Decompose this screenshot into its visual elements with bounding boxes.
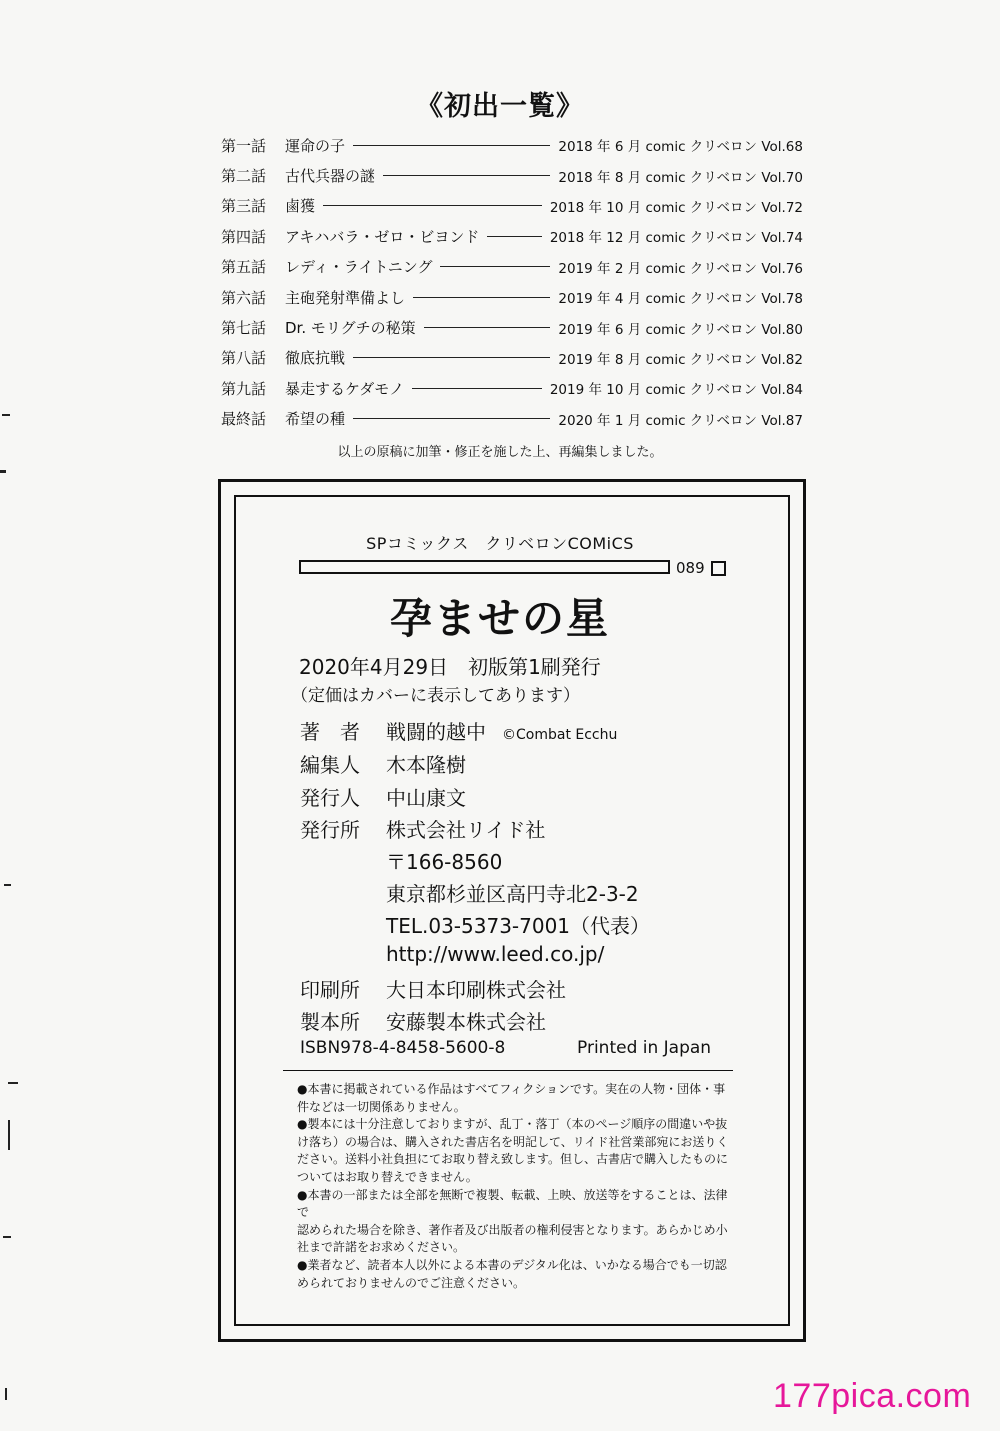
toc-entry [221, 160, 803, 190]
author-name: 戦闘的越中 [386, 720, 486, 744]
toc-entry-number: 第八話 [221, 349, 267, 368]
binder-name: 安藤製本株式会社 [386, 1010, 546, 1034]
credit-role: 編集人 [300, 753, 360, 777]
legal-note-line: ●業者など、読者本人以外による本書のデジタル化は、いかなる場合でも一切認 [297, 1257, 727, 1272]
legal-note-line: 社まで許諾をお求めください。 [297, 1240, 466, 1255]
toc-entry [221, 282, 803, 312]
legal-note-line: められておりませんのでご注意ください。 [297, 1275, 526, 1290]
scan-mark [5, 1388, 7, 1400]
credit-role: 著 者 [300, 720, 360, 744]
toc-entry-source: 2020 年 1 月 comic クリベロン Vol.87 [558, 412, 803, 429]
toc-entry [221, 373, 803, 403]
credit-publisher [300, 782, 466, 811]
credit-role: 発行人 [300, 786, 360, 810]
toc-entry-number: 第六話 [221, 288, 267, 307]
credit-editor [300, 749, 466, 778]
editor-name: 木本隆樹 [386, 753, 466, 777]
toc-leader-line [412, 388, 542, 389]
toc-note: 以上の原稿に加筆・修正を施した上、再編集しました。 [337, 445, 663, 460]
price-note: （定価はカバーに表示してあります） [291, 686, 580, 706]
toc-entry-title: 暴走するケダモノ [285, 379, 405, 398]
toc-entry-source: 2018 年 12 月 comic クリベロン Vol.74 [549, 230, 803, 247]
toc-leader-line [440, 266, 550, 267]
toc-leader-line [383, 175, 550, 176]
credit-role: 発行所 [300, 818, 360, 842]
toc-list [221, 130, 803, 434]
legal-note-line: ださい。送料小社負担にてお取り替え致します。但し、古書店で購入したものに [297, 1152, 729, 1167]
address: 東京都杉並区高円寺北2-3-2 [386, 882, 639, 906]
toc-leader-line [353, 145, 550, 146]
publication-date: 2020年4月29日 初版第1刷発行 [299, 655, 601, 679]
toc-entry-number: 第四話 [221, 227, 267, 246]
credit-office [300, 814, 545, 843]
scan-mark [2, 414, 10, 416]
credit-role: 印刷所 [300, 978, 360, 1002]
series-label: SPコミックス クリベロンCOMiCS [366, 534, 634, 553]
credit-role: 製本所 [300, 1010, 360, 1034]
toc-entry [221, 312, 803, 342]
legal-note-line: 認められた場合を除き、著作者及び出版者の権利侵害となります。あらかじめ小 [297, 1222, 728, 1237]
toc-entry-source: 2018 年 8 月 comic クリベロン Vol.70 [558, 169, 803, 186]
toc-entry-number: 第三話 [221, 197, 267, 216]
telephone: TEL.03-5373-7001（代表） [386, 914, 651, 938]
book-code: 089 [676, 559, 705, 577]
scan-mark [0, 470, 6, 473]
toc-leader-line [353, 418, 550, 419]
toc-leader-line [487, 236, 541, 237]
watermark: 177pica.com [773, 1377, 972, 1415]
legal-note-line: ●製本には十分注意しておりますが、乱丁・落丁（本のページ順序の間違いや抜 [297, 1117, 728, 1132]
toc-entry-title: 鹵獲 [285, 197, 316, 216]
toc-entry [221, 404, 803, 434]
code-bar [299, 560, 670, 574]
printed-in: Printed in Japan [577, 1038, 712, 1058]
isbn: ISBN978-4-8458-5600-8 [300, 1038, 506, 1058]
credit-author [300, 716, 617, 745]
printer-name: 大日本印刷株式会社 [386, 978, 566, 1002]
toc-entry-title: 運命の子 [285, 136, 346, 155]
toc-entry-number: 第五話 [221, 258, 267, 277]
publisher-name: 中山康文 [386, 786, 466, 810]
toc-entry-source: 2018 年 10 月 comic クリベロン Vol.72 [549, 199, 803, 216]
scan-mark [4, 884, 11, 886]
toc-entry-title: 古代兵器の謎 [285, 167, 376, 186]
toc-entry-title: 希望の種 [285, 410, 346, 429]
legal-note [297, 1116, 737, 1186]
legal-note-line: 件などは一切関係ありません。 [297, 1099, 466, 1114]
toc-entry [221, 191, 803, 221]
toc-entry [221, 343, 803, 373]
credit-printer [300, 974, 566, 1003]
toc-entry-title: アキハバラ・ゼロ・ビヨンド [285, 227, 480, 246]
toc-entry-source: 2018 年 6 月 comic クリベロン Vol.68 [558, 139, 803, 156]
toc-entry [221, 221, 803, 251]
toc-entry [221, 130, 803, 160]
toc-leader-line [413, 297, 550, 298]
legal-note-line: ついてはお取り替えできません。 [297, 1169, 478, 1184]
toc-entry-source: 2019 年 2 月 comic クリベロン Vol.76 [558, 260, 803, 277]
toc-entry-source: 2019 年 4 月 comic クリベロン Vol.78 [558, 291, 803, 308]
copyright-notice: ©Combat Ecchu [502, 727, 618, 743]
toc-entry [221, 252, 803, 282]
toc-entry-title: レディ・ライトニング [285, 258, 433, 277]
toc-entry-number: 第九話 [221, 379, 267, 398]
scan-mark [8, 1120, 10, 1150]
toc-entry-title: 徹底抗戦 [285, 349, 346, 368]
toc-entry-number: 第七話 [221, 319, 267, 338]
postal-code: 〒166-8560 [386, 850, 503, 874]
toc-leader-line [353, 357, 550, 358]
divider [283, 1070, 733, 1071]
book-title: 孕ませの星 [389, 594, 610, 643]
legal-note [297, 1187, 737, 1257]
toc-leader-line [424, 327, 551, 328]
toc-entry-number: 第一話 [221, 136, 267, 155]
legal-note [297, 1257, 737, 1292]
toc-entry-source: 2019 年 6 月 comic クリベロン Vol.80 [558, 321, 803, 338]
legal-note [297, 1081, 737, 1116]
website-url: http://www.leed.co.jp/ [386, 942, 605, 966]
toc-entry-number: 最終話 [221, 410, 267, 429]
scan-mark [8, 1082, 18, 1084]
code-check-box [711, 561, 726, 576]
credit-binder [300, 1006, 546, 1035]
office-name: 株式会社リイド社 [386, 818, 546, 842]
toc-leader-line [323, 205, 542, 206]
toc-entry-title: 主砲発射準備よし [285, 288, 406, 307]
scan-mark [3, 1236, 11, 1238]
toc-entry-number: 第二話 [221, 167, 267, 186]
legal-note-line: ●本書の一部または全部を無断で複製、転載、上映、放送等をすることは、法律で [297, 1187, 728, 1220]
legal-note-line: ●本書に掲載されている作品はすべてフィクションです。実在の人物・団体・事 [297, 1082, 726, 1096]
toc-entry-title: Dr. モリグチの秘策 [285, 319, 416, 338]
legal-note-line: け落ち）の場合は、購入された書店名を明記して、リイド社営業部宛にお送りく [297, 1134, 729, 1149]
toc-title: 《初出一覧》 [416, 91, 584, 122]
toc-entry-source: 2019 年 10 月 comic クリベロン Vol.84 [549, 382, 803, 399]
legal-notes [297, 1081, 737, 1292]
toc-entry-source: 2019 年 8 月 comic クリベロン Vol.82 [558, 351, 803, 368]
